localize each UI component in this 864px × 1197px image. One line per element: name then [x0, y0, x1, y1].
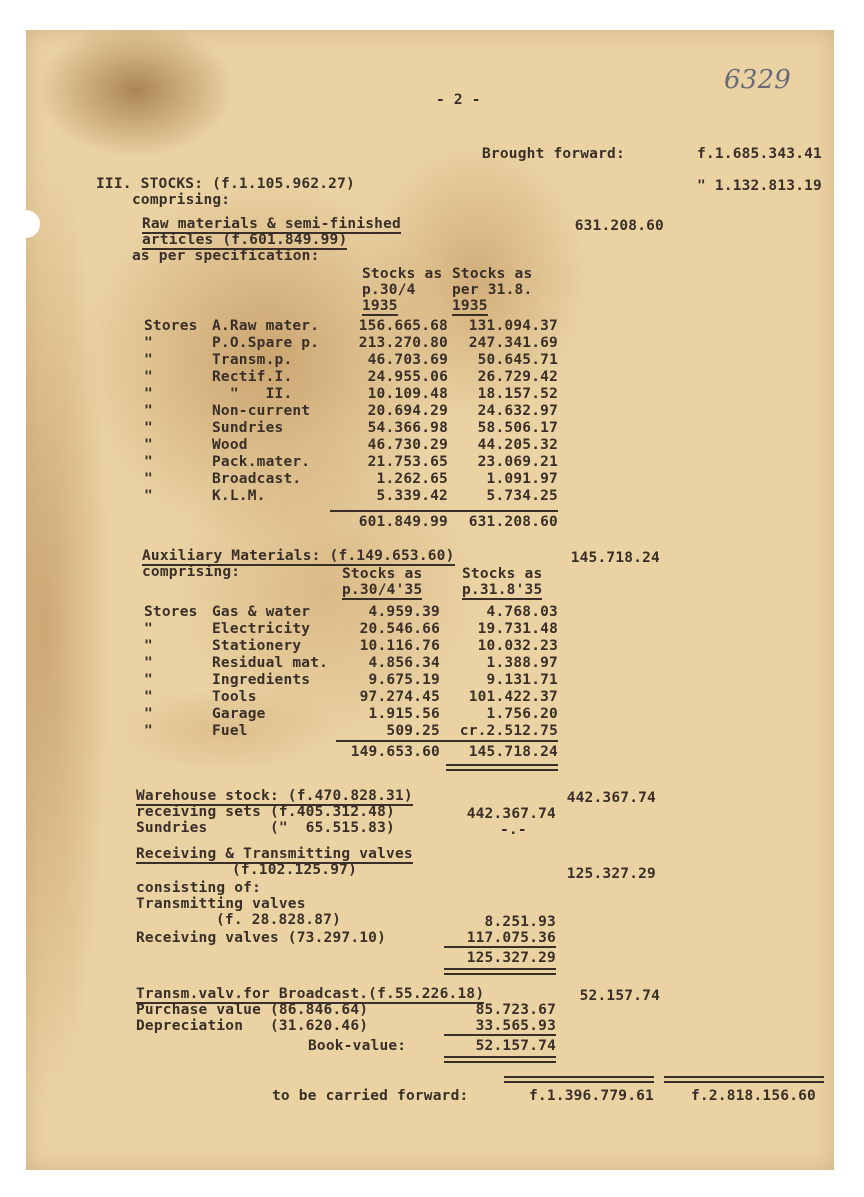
aux-row-value-a: 509.25	[386, 723, 440, 739]
raw-row-prefix: "	[144, 352, 153, 368]
raw-materials-total: 631.208.60	[574, 218, 664, 234]
raw-row-label: P.O.Spare p.	[212, 335, 320, 351]
raw-row-value-a: 46.703.69	[367, 352, 448, 368]
raw-row-value-a: 5.339.42	[376, 488, 448, 504]
valves-consisting: consisting of:	[136, 880, 262, 896]
aux-row-value-b: 4.768.03	[486, 604, 558, 620]
raw-row-value-b: 58.506.17	[477, 420, 558, 436]
aux-row-value-b: 101.422.37	[468, 689, 558, 705]
raw-sum-b: 631.208.60	[468, 514, 558, 530]
aux-row-label: Ingredients	[212, 672, 311, 688]
aux-row-value-a: 4.959.39	[368, 604, 440, 620]
warehouse-heading: Warehouse stock: (f.470.828.31)	[136, 788, 413, 804]
raw-row-value-b: 5.734.25	[486, 488, 558, 504]
aux-row-prefix: "	[144, 655, 153, 671]
raw-row-label: Pack.mater.	[212, 454, 311, 470]
aux-row-label: Fuel	[212, 723, 248, 739]
raw-col1-h1: Stocks as	[362, 266, 443, 282]
aux-row-value-b: cr.2.512.75	[459, 723, 558, 739]
raw-row-prefix: "	[144, 471, 153, 487]
raw-row-value-a: 156.665.68	[358, 318, 448, 334]
section-total: " 1.132.813.19	[696, 178, 822, 194]
aux-sum-a: 149.653.60	[350, 744, 440, 760]
section-title: III. STOCKS: (f.1.105.962.27)	[96, 176, 355, 192]
raw-row-value-b: 18.157.52	[477, 386, 558, 402]
raw-row-label: K.L.M.	[212, 488, 266, 504]
depreciation-label: Depreciation (31.620.46)	[136, 1018, 369, 1034]
raw-row-label: Transm.p.	[212, 352, 293, 368]
carried-forward-label: to be carried forward:	[272, 1088, 469, 1104]
valves-total: 125.327.29	[566, 866, 656, 882]
aux-row-value-b: 1.388.97	[486, 655, 558, 671]
raw-sum-a: 601.849.99	[358, 514, 448, 530]
raw-row-label: Wood	[212, 437, 248, 453]
aux-row-value-a: 97.274.45	[359, 689, 440, 705]
aux-row-label: Stationery	[212, 638, 302, 654]
raw-row-prefix: "	[144, 369, 153, 385]
aux-row-label: Residual mat.	[212, 655, 329, 671]
raw-row-value-b: 23.069.21	[477, 454, 558, 470]
raw-row-value-a: 213.270.80	[358, 335, 448, 351]
raw-spec-label: as per specification:	[132, 248, 320, 264]
raw-row-prefix: Stores	[144, 318, 198, 334]
depreciation-value: 33.565.93	[475, 1018, 556, 1034]
aux-row-label: Garage	[212, 706, 266, 722]
warehouse-sundries-value: -.-	[500, 822, 527, 838]
raw-row-value-b: 26.729.42	[477, 369, 558, 385]
aux-row-value-a: 20.546.66	[359, 621, 440, 637]
book-value: 52.157.74	[475, 1038, 556, 1054]
aux-comprising: comprising:	[142, 564, 241, 580]
brought-forward-label: Brought forward:	[482, 146, 625, 162]
raw-row-prefix: "	[144, 437, 153, 453]
raw-row-value-a: 24.955.06	[367, 369, 448, 385]
raw-row-label: A.Raw mater.	[212, 318, 320, 334]
raw-row-value-b: 50.645.71	[477, 352, 558, 368]
broadcast-valves-total: 52.157.74	[579, 988, 660, 1004]
aux-row-value-b: 9.131.71	[486, 672, 558, 688]
raw-materials-heading-2: articles (f.601.849.99)	[142, 232, 348, 248]
aux-row-label: Electricity	[212, 621, 311, 637]
raw-row-value-a: 54.366.98	[367, 420, 448, 436]
warehouse-receiving-value: 442.367.74	[466, 806, 556, 822]
raw-col2-h2: per 31.8.	[452, 282, 533, 298]
aux-col2-h1: Stocks as	[462, 566, 543, 582]
transmitting-valves-value: 8.251.93	[484, 914, 556, 930]
raw-col1-h3: 1935	[362, 298, 398, 314]
raw-row-label: Rectif.I.	[212, 369, 293, 385]
purchase-value-label: Purchase value (86.846.64)	[136, 1002, 369, 1018]
warehouse-total: 442.367.74	[566, 790, 656, 806]
raw-row-value-b: 44.205.32	[477, 437, 558, 453]
purchase-value: 85.723.67	[475, 1002, 556, 1018]
valves-heading-2: (f.102.125.97)	[232, 862, 358, 878]
raw-row-label: Sundries	[212, 420, 284, 436]
aux-row-value-b: 10.032.23	[477, 638, 558, 654]
warehouse-sundries-label: Sundries (" 65.515.83)	[136, 820, 395, 836]
raw-materials-heading: Raw materials & semi-finished	[142, 216, 401, 232]
aux-row-label: Gas & water	[212, 604, 311, 620]
raw-col2-h1: Stocks as	[452, 266, 533, 282]
aux-row-label: Tools	[212, 689, 257, 705]
aux-row-prefix: "	[144, 689, 153, 705]
raw-row-prefix: "	[144, 403, 153, 419]
raw-row-value-a: 46.730.29	[367, 437, 448, 453]
broadcast-valves-heading: Transm.valv.for Broadcast.(f.55.226.18)	[136, 986, 485, 1002]
aux-heading: Auxiliary Materials: (f.149.653.60)	[142, 548, 455, 564]
aux-row-prefix: "	[144, 706, 153, 722]
raw-row-value-b: 247.341.69	[468, 335, 558, 351]
receiving-valves-value: 117.075.36	[466, 930, 556, 946]
valves-heading: Receiving & Transmitting valves	[136, 846, 413, 862]
transmitting-valves-label: Transmitting valves	[136, 896, 306, 912]
aux-row-value-b: 19.731.48	[477, 621, 558, 637]
raw-row-prefix: "	[144, 488, 153, 504]
aux-col1-h1: Stocks as	[342, 566, 423, 582]
carried-forward-value-1: f.1.396.779.61	[528, 1088, 654, 1104]
aux-row-prefix: Stores	[144, 604, 198, 620]
aux-row-prefix: "	[144, 621, 153, 637]
receiving-valves-label: Receiving valves (73.297.10)	[136, 930, 387, 946]
raw-row-value-a: 10.109.48	[367, 386, 448, 402]
raw-row-prefix: "	[144, 335, 153, 351]
aux-sum-b: 145.718.24	[468, 744, 558, 760]
brought-forward-value: f.1.685.343.41	[696, 146, 822, 162]
raw-row-value-b: 1.091.97	[486, 471, 558, 487]
aux-col2-h2: p.31.8'35	[462, 582, 543, 598]
aux-row-value-b: 1.756.20	[486, 706, 558, 722]
raw-row-value-b: 131.094.37	[468, 318, 558, 334]
valves-sum: 125.327.29	[466, 950, 556, 966]
raw-row-value-a: 21.753.65	[367, 454, 448, 470]
carried-forward-value-2: f.2.818.156.60	[690, 1088, 816, 1104]
raw-row-value-a: 20.694.29	[367, 403, 448, 419]
raw-row-prefix: "	[144, 454, 153, 470]
raw-row-label: " II.	[212, 386, 293, 402]
raw-row-prefix: "	[144, 420, 153, 436]
comprising-label: comprising:	[132, 192, 231, 208]
aux-row-value-a: 1.915.56	[368, 706, 440, 722]
aux-row-prefix: "	[144, 723, 153, 739]
handwritten-annotation: 6329	[724, 65, 791, 95]
aux-row-prefix: "	[144, 672, 153, 688]
raw-row-value-b: 24.632.97	[477, 403, 558, 419]
raw-row-label: Broadcast.	[212, 471, 302, 487]
transmitting-valves-sub: (f. 28.828.87)	[216, 912, 342, 928]
aux-col1-h2: p.30/4'35	[342, 582, 423, 598]
raw-col2-h3: 1935	[452, 298, 488, 314]
aux-row-value-a: 9.675.19	[368, 672, 440, 688]
page-number: - 2 -	[436, 92, 481, 108]
raw-col1-h2: p.30/4	[362, 282, 416, 298]
aux-total: 145.718.24	[570, 550, 660, 566]
aux-row-value-a: 4.856.34	[368, 655, 440, 671]
aux-row-value-a: 10.116.76	[359, 638, 440, 654]
aux-row-prefix: "	[144, 638, 153, 654]
raw-row-label: Non-current	[212, 403, 311, 419]
raw-row-value-a: 1.262.65	[376, 471, 448, 487]
raw-row-prefix: "	[144, 386, 153, 402]
warehouse-receiving-label: receiving sets (f.405.312.48)	[136, 804, 395, 820]
book-value-label: Book-value:	[308, 1038, 407, 1054]
